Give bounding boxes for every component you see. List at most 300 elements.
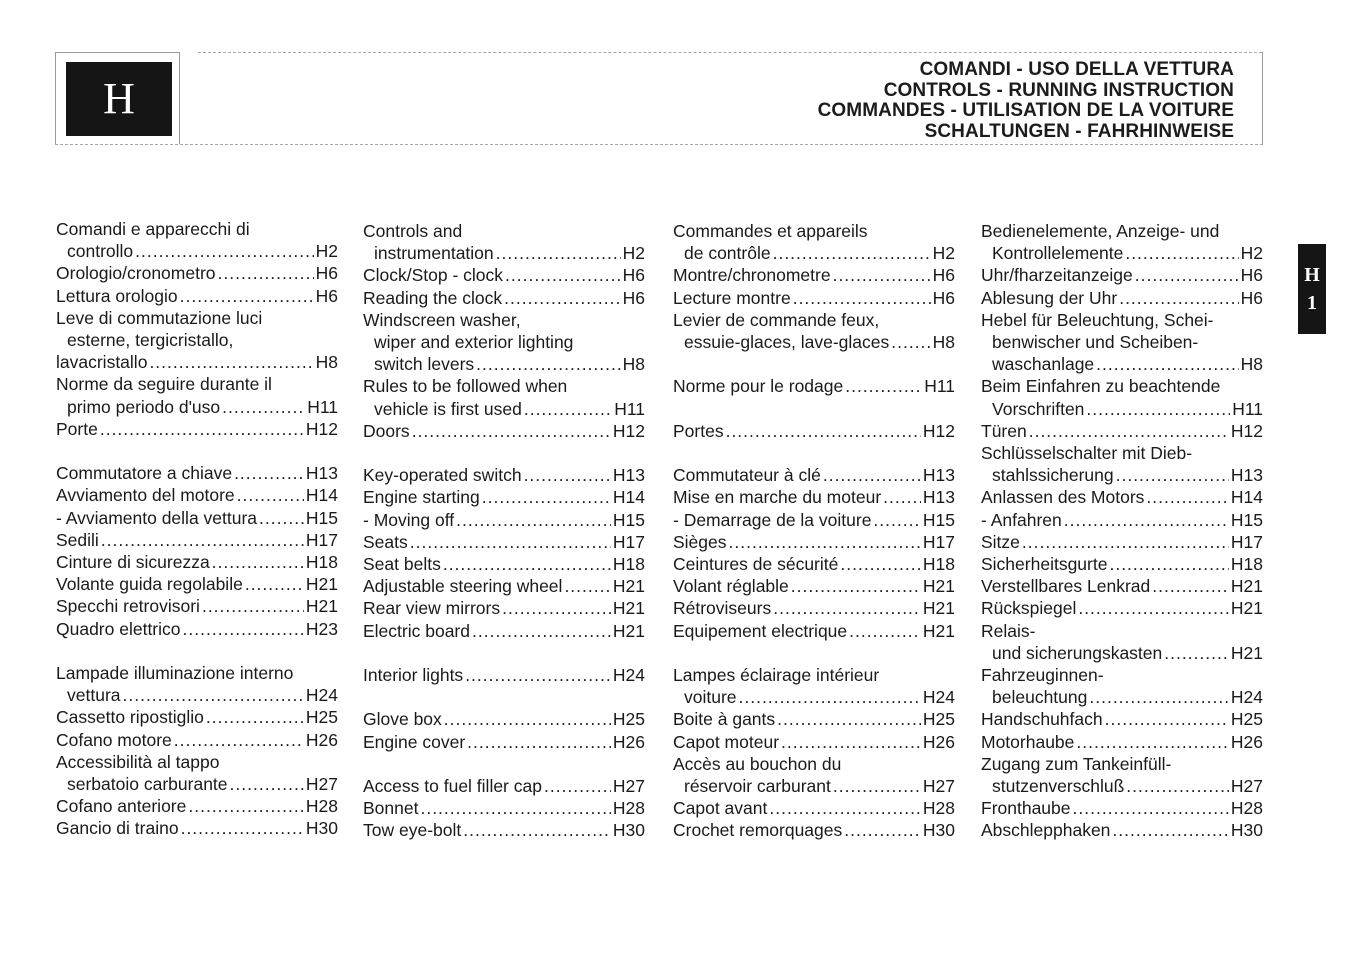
toc-entry-row (363, 575, 645, 597)
toc-entry[interactable] (673, 420, 955, 442)
dot-leader (873, 509, 920, 531)
dot-leader (833, 264, 931, 286)
toc-entry-text: Accessibilità al tappo (56, 751, 220, 772)
toc-entry[interactable] (363, 819, 645, 841)
toc-column-german (981, 220, 1263, 842)
dot-leader (188, 795, 304, 817)
chapter-titles (818, 60, 1234, 142)
toc-entry-text: controllo (67, 241, 134, 262)
toc-entry[interactable] (981, 264, 1263, 286)
toc-entry-text: Porte (56, 418, 98, 439)
toc-entry[interactable] (363, 664, 645, 686)
toc-page-ref: H6 (315, 285, 338, 306)
toc-entry-text: Engine cover (363, 731, 466, 752)
toc-page-ref: H12 (612, 420, 645, 441)
toc-page-ref: H28 (922, 798, 955, 819)
toc-entry-row (56, 573, 338, 595)
toc-entry-text: Clock/Stop - clock (363, 265, 504, 286)
toc-entry-text: Zugang zum Tankeinfüll- (981, 753, 1172, 774)
toc-entry[interactable] (673, 553, 955, 575)
toc-entry[interactable] (56, 551, 338, 573)
toc-entry-text: Capot moteur (673, 731, 780, 752)
toc-entry-row (56, 773, 338, 795)
toc-page-ref: H28 (612, 798, 645, 819)
toc-entry[interactable] (56, 595, 338, 617)
toc-page-ref: H21 (612, 598, 645, 619)
toc-entry-text: Sièges (673, 531, 727, 552)
dot-leader (1105, 708, 1229, 730)
frame-right-border (1262, 52, 1263, 144)
toc-page-ref: H6 (932, 265, 955, 286)
toc-entry-text: und sicherungskasten (992, 642, 1163, 663)
toc-entry-row (56, 262, 338, 284)
toc-entry-row (363, 242, 645, 264)
toc-entry[interactable] (363, 375, 645, 419)
dot-leader (502, 597, 611, 619)
dot-leader (1089, 686, 1229, 708)
toc-entry[interactable] (56, 751, 338, 795)
dot-leader (472, 620, 611, 642)
toc-entry[interactable] (981, 575, 1263, 597)
toc-spacer (56, 640, 338, 662)
toc-entry[interactable] (363, 509, 645, 531)
toc-entry[interactable] (363, 775, 645, 797)
toc-page-ref: H25 (305, 707, 338, 728)
toc-entry-row (673, 375, 955, 397)
toc-spacer (363, 442, 645, 464)
dot-leader (482, 486, 611, 508)
dot-leader (1073, 797, 1229, 819)
toc-entry[interactable] (673, 597, 955, 619)
toc-entry-text: Rückspiegel (981, 598, 1077, 619)
toc-entry-row (56, 396, 338, 418)
toc-entry[interactable] (981, 309, 1263, 376)
dot-leader (1022, 531, 1229, 553)
toc-entry[interactable] (673, 220, 955, 264)
toc-entry[interactable] (363, 486, 645, 508)
toc-entry-text: vettura (67, 685, 121, 706)
toc-entry[interactable] (56, 618, 338, 640)
toc-entry[interactable] (56, 285, 338, 307)
toc-entry-row (363, 531, 645, 553)
toc-page-ref: H18 (612, 554, 645, 575)
toc-entry-text: Comandi e apparecchi di (56, 219, 250, 239)
dot-leader (1119, 287, 1238, 309)
dot-leader (791, 575, 921, 597)
toc-entry[interactable] (673, 531, 955, 553)
toc-page-ref: H24 (922, 687, 955, 708)
toc-entry-text: vehicle is first used (374, 398, 522, 419)
toc-entry[interactable] (981, 486, 1263, 508)
toc-page-ref: H8 (1240, 354, 1263, 375)
dot-leader (1164, 642, 1229, 664)
toc-entry-text: Crochet remorquages (673, 820, 843, 841)
toc-page-ref: H27 (612, 776, 645, 797)
toc-entry-text: Avviamento del motore (56, 485, 235, 506)
toc-entry[interactable] (363, 731, 645, 753)
dot-leader (420, 797, 610, 819)
toc-entry-text: Norme da seguire durante il (56, 374, 272, 395)
toc-entry[interactable] (56, 484, 338, 506)
toc-entry[interactable] (363, 264, 645, 286)
dot-leader (849, 620, 921, 642)
toc-page-ref: H25 (612, 709, 645, 730)
toc-page-ref: H12 (1230, 420, 1263, 441)
dot-leader (1146, 486, 1228, 508)
side-tab-letter: H (1304, 264, 1320, 286)
toc-page-ref: H17 (922, 531, 955, 552)
toc-entry[interactable] (981, 731, 1263, 753)
dot-leader (883, 486, 921, 508)
toc-entry-row (56, 551, 338, 573)
toc-entry-row (673, 731, 955, 753)
toc-entry[interactable] (363, 708, 645, 730)
toc-page-ref: H26 (305, 729, 338, 750)
toc-entry-text: Volante guida regolabile (56, 574, 243, 595)
toc-entry-text: Montre/chronometre (673, 265, 831, 286)
toc-entry-text: beleuchtung (992, 687, 1088, 708)
toc-page-ref: H24 (1230, 687, 1263, 708)
toc-entry-text: Tow eye-bolt (363, 820, 462, 841)
toc-entry-row (673, 486, 955, 508)
toc-entry[interactable] (673, 486, 955, 508)
toc-entry[interactable] (981, 620, 1263, 664)
toc-page-ref: H13 (922, 487, 955, 508)
toc-entry-row (363, 264, 645, 286)
toc-entry-row (981, 353, 1263, 375)
toc-entry-row (363, 553, 645, 575)
toc-entry-text: Glove box (363, 709, 442, 730)
frame-divider (179, 52, 180, 144)
toc-entry-row (56, 484, 338, 506)
toc-entry[interactable] (363, 553, 645, 575)
toc-entry-text: Key-operated switch (363, 465, 522, 486)
toc-page-ref: H21 (1230, 642, 1263, 663)
toc-entry-text: Cinture di sicurezza (56, 552, 210, 573)
toc-entry-text: Commandes et appareils (673, 221, 868, 241)
toc-page-ref: H6 (622, 265, 645, 286)
toc-entry-text: Doors (363, 420, 410, 441)
toc-page-ref: H18 (305, 552, 338, 573)
toc-entry-text: Equipement electrique (673, 620, 848, 641)
toc-entry-text: de contrôle (684, 243, 771, 264)
toc-page-ref: H26 (612, 731, 645, 752)
dot-leader (729, 531, 921, 553)
toc-entry-row (673, 242, 955, 264)
toc-entry[interactable] (56, 262, 338, 284)
toc-entry-row (981, 642, 1263, 664)
toc-entry[interactable] (981, 664, 1263, 708)
toc-column-french (673, 220, 955, 842)
toc-entry[interactable] (673, 620, 955, 642)
chapter-title-it: COMANDI - USO DELLA VETTURA (919, 59, 1234, 80)
toc-entry[interactable] (56, 573, 338, 595)
toc-page-ref: H26 (922, 731, 955, 752)
toc-entry[interactable] (56, 373, 338, 417)
toc-entry-row (673, 509, 955, 531)
dot-leader (544, 775, 611, 797)
toc-page-ref: H21 (1230, 576, 1263, 597)
toc-entry-text: Motorhaube (981, 731, 1075, 752)
toc-entry[interactable] (56, 507, 338, 529)
toc-page-ref: H17 (612, 531, 645, 552)
toc-entry[interactable] (673, 287, 955, 309)
dot-leader (212, 551, 304, 573)
toc-entry-row (363, 464, 645, 486)
toc-entry[interactable] (981, 287, 1263, 309)
dot-leader (1116, 464, 1229, 486)
toc-entry-row (673, 420, 955, 442)
chapter-title-fr: COMMANDES - UTILISATION DE LA VOITURE (817, 100, 1234, 121)
toc-entry[interactable] (56, 418, 338, 440)
toc-entry-row (363, 420, 645, 442)
dot-leader (206, 706, 304, 728)
toc-entry-text: - Avviamento della vettura (56, 507, 258, 528)
toc-entry[interactable] (981, 797, 1263, 819)
dot-leader (412, 420, 611, 442)
toc-entry-row (673, 708, 955, 730)
dot-leader (773, 597, 921, 619)
toc-entry-text: Seat belts (363, 554, 441, 575)
toc-entry-row (673, 553, 955, 575)
toc-entry-row (673, 287, 955, 309)
toc-entry[interactable] (673, 509, 955, 531)
toc-entry-row (56, 729, 338, 751)
toc-spacer (673, 442, 955, 464)
toc-page-ref: H2 (932, 243, 955, 264)
toc-spacer (363, 686, 645, 708)
toc-page-ref: H23 (305, 618, 338, 639)
toc-entry-row (363, 775, 645, 797)
toc-entry-text: Ceintures de sécurité (673, 554, 839, 574)
toc-entry[interactable] (673, 797, 955, 819)
toc-entry[interactable] (673, 264, 955, 286)
toc-entry[interactable] (363, 597, 645, 619)
dot-leader (840, 553, 921, 575)
toc-entry-text: Vorschriften (992, 398, 1085, 419)
dot-leader (524, 398, 612, 420)
toc-entry[interactable] (673, 708, 955, 730)
toc-entry-text: stutzenverschluß (992, 776, 1125, 797)
toc-page-ref: H8 (622, 354, 645, 375)
toc-entry[interactable] (981, 220, 1263, 264)
toc-entry-text: Ablesung der Uhr (981, 287, 1118, 308)
toc-page-ref: H26 (1230, 731, 1263, 752)
toc-entry-row (981, 464, 1263, 486)
dot-leader (496, 242, 621, 264)
dot-leader (1076, 731, 1228, 753)
toc-page-ref: H21 (305, 596, 338, 617)
toc-entry[interactable] (981, 753, 1263, 797)
section-badge: H (66, 62, 172, 136)
toc-entry-row (363, 797, 645, 819)
toc-entry-row (981, 509, 1263, 531)
toc-page-ref: H27 (1230, 776, 1263, 797)
toc-entry[interactable] (56, 706, 338, 728)
toc-entry[interactable] (673, 753, 955, 797)
toc-entry-text: Adjustable steering wheel (363, 576, 563, 597)
toc-entry-row (363, 398, 645, 420)
toc-entry[interactable] (56, 662, 338, 706)
toc-entry-text: Sicherheitsgurte (981, 554, 1108, 575)
toc-entry-row (56, 418, 338, 440)
toc-entry-row (673, 531, 955, 553)
dot-leader (739, 686, 921, 708)
toc-page-ref: H17 (305, 529, 338, 550)
toc-page-ref: H14 (305, 485, 338, 506)
toc-spacer (673, 642, 955, 664)
toc-entry-text: Anlassen des Motors (981, 487, 1145, 508)
toc-page-ref: H6 (315, 263, 338, 284)
toc-entry[interactable] (981, 708, 1263, 730)
toc-entry-row (673, 464, 955, 486)
toc-page-ref: H30 (612, 820, 645, 841)
toc-entry-row (981, 708, 1263, 730)
toc-entry-text: Electric board (363, 620, 470, 641)
toc-entry[interactable] (673, 464, 955, 486)
toc-page-ref: H24 (612, 665, 645, 686)
toc-entry[interactable] (56, 218, 338, 262)
toc-entry[interactable] (363, 620, 645, 642)
dot-leader (524, 464, 611, 486)
dot-leader (123, 684, 304, 706)
toc-entry-row (981, 797, 1263, 819)
toc-entry-text: Portes (673, 420, 724, 441)
dot-leader (230, 773, 304, 795)
toc-entry[interactable] (363, 309, 645, 376)
toc-entry-row (56, 285, 338, 307)
toc-entry-text: Volant réglable (673, 576, 789, 597)
toc-entry-text: Engine starting (363, 487, 480, 508)
toc-page-ref: H21 (922, 620, 955, 641)
toc-entry-text: benwischer und Scheiben- (992, 332, 1199, 353)
toc-page-ref: H24 (305, 685, 338, 706)
toc-page-ref: H6 (1240, 287, 1263, 308)
toc-entry-text: Orologio/cronometro (56, 263, 216, 284)
toc-entry[interactable] (981, 509, 1263, 531)
toc-entry[interactable] (363, 464, 645, 486)
toc-entry-text: Sedili (56, 529, 99, 550)
toc-entry-text: Accès au bouchon du (673, 753, 842, 774)
toc-page-ref: H28 (305, 796, 338, 817)
toc-entry-text: voiture (684, 687, 737, 708)
toc-entry-row (981, 287, 1263, 309)
toc-entry-row (363, 708, 645, 730)
toc-entry[interactable] (363, 531, 645, 553)
toc-entry-text: Verstellbares Lenkrad (981, 576, 1151, 597)
toc-entry[interactable] (56, 462, 338, 484)
toc-entry[interactable] (363, 220, 645, 264)
dot-leader (410, 531, 611, 553)
toc-entry[interactable] (673, 375, 955, 397)
toc-entry[interactable] (56, 729, 338, 751)
chapter-title-de: SCHALTUNGEN - FAHRHINWEISE (924, 120, 1234, 142)
toc-page-ref: H14 (1230, 487, 1263, 508)
toc-entry[interactable] (363, 575, 645, 597)
toc-entry-text: Cofano anteriore (56, 796, 187, 817)
toc-entry[interactable] (981, 420, 1263, 442)
dot-leader (181, 817, 304, 839)
dot-leader (100, 418, 304, 440)
toc-entry-row (981, 731, 1263, 753)
toc-entry[interactable] (981, 375, 1263, 419)
toc-entry[interactable] (981, 442, 1263, 486)
section-side-tab (1298, 244, 1326, 334)
toc-entry[interactable] (56, 307, 338, 374)
toc-entry[interactable] (56, 795, 338, 817)
toc-page-ref: H15 (612, 509, 645, 530)
toc-entry[interactable] (363, 797, 645, 819)
toc-entry[interactable] (673, 664, 955, 708)
toc-page-ref: H2 (1240, 243, 1263, 264)
toc-entry[interactable] (981, 553, 1263, 575)
toc-entry[interactable] (673, 819, 955, 841)
toc-entry-text: Bonnet (363, 798, 419, 819)
toc-entry[interactable] (981, 531, 1263, 553)
toc-entry-text: Rear view mirrors (363, 598, 501, 619)
toc-entry-row (673, 597, 955, 619)
toc-entry-text: Norme pour le rodage (673, 376, 844, 397)
toc-page-ref: H21 (922, 598, 955, 619)
frame-top-left (55, 52, 180, 53)
toc-entry-row (363, 620, 645, 642)
toc-entry-row (673, 264, 955, 286)
side-tab-number: 1 (1307, 292, 1317, 314)
frame-bottom-dash (55, 144, 1263, 145)
toc-entry[interactable] (673, 731, 955, 753)
toc-page-ref: H21 (612, 576, 645, 597)
toc-entry[interactable] (673, 309, 955, 353)
toc-entry[interactable] (363, 287, 645, 309)
toc-entry-row (673, 775, 955, 797)
dot-leader (726, 420, 921, 442)
toc-entry-text: Abschlepphaken (981, 820, 1111, 841)
toc-page-ref: H11 (924, 376, 955, 397)
dot-leader (773, 242, 931, 264)
toc-entry[interactable] (56, 529, 338, 551)
toc-entry-row (673, 620, 955, 642)
dot-leader (467, 731, 611, 753)
frame-top-dash (198, 52, 1262, 53)
dot-leader (222, 396, 305, 418)
toc-entry-text: Schlüsselschalter mit Dieb- (981, 443, 1193, 464)
toc-column-italian (56, 218, 338, 840)
dot-leader (1135, 264, 1239, 286)
toc-entry-row (56, 507, 338, 529)
dot-leader (845, 375, 922, 397)
toc-entry-text: waschanlage (992, 354, 1095, 375)
toc-entry-row (56, 462, 338, 484)
toc-entry[interactable] (56, 817, 338, 839)
toc-entry-text: Controls and (363, 221, 463, 241)
toc-entry-text: Cassetto ripostiglio (56, 707, 204, 728)
toc-column-english (363, 220, 645, 842)
toc-entry-text: Lecture montre (673, 287, 791, 308)
toc-entry[interactable] (673, 575, 955, 597)
toc-page-ref: H6 (932, 287, 955, 308)
toc-entry-text: primo periodo d'uso (67, 396, 221, 417)
toc-entry[interactable] (981, 597, 1263, 619)
dot-leader (823, 464, 921, 486)
toc-page-ref: H18 (1230, 554, 1263, 575)
toc-entry-row (56, 684, 338, 706)
toc-entry[interactable] (363, 420, 645, 442)
dot-leader (456, 509, 611, 531)
toc-entry[interactable] (981, 819, 1263, 841)
toc-entry-text: Fahrzeuginnen- (981, 665, 1104, 686)
dot-leader (1029, 420, 1229, 442)
toc-page-ref: H11 (307, 396, 338, 417)
